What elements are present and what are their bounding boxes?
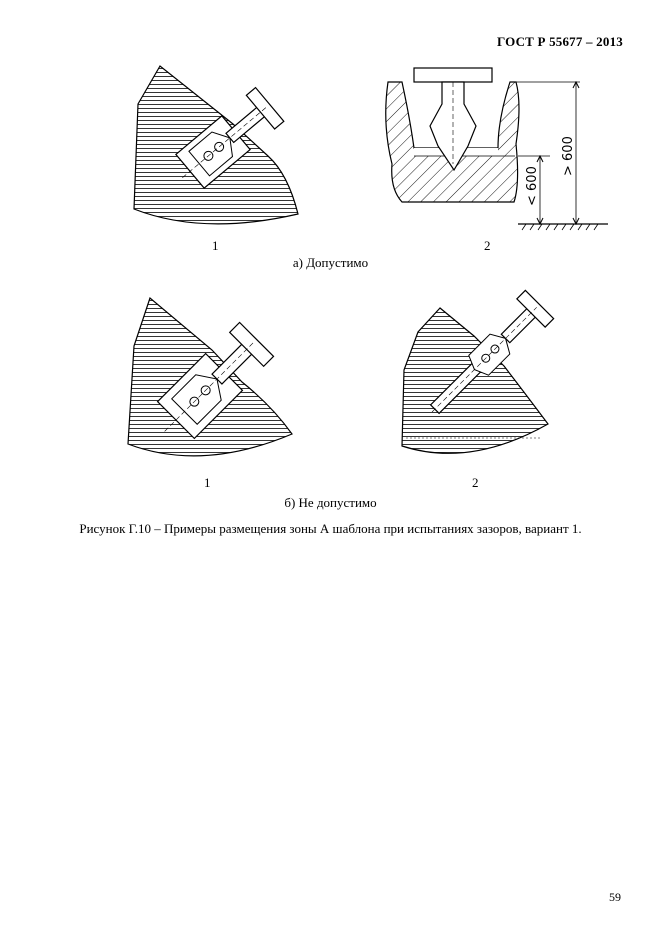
figure-a2-drawing <box>380 64 610 236</box>
document-header: ГОСТ Р 55677 – 2013 <box>496 34 623 49</box>
figure-b2-drawing <box>400 296 560 471</box>
page-number: 59 <box>609 890 621 904</box>
figure-b1-label: 1 <box>204 475 211 490</box>
figure-a2-label: 2 <box>484 238 491 253</box>
dim-upper-label: > 600 <box>561 136 576 176</box>
figure-a1-label: 1 <box>212 238 219 253</box>
figure-a1-drawing <box>128 64 308 234</box>
figure-b-caption: б) Не допустимо <box>284 495 377 510</box>
figure-caption: Рисунок Г.10 – Примеры размещения зоны А шаблона при испытаниях зазоров, вариант 1. <box>79 521 582 536</box>
dim-lower-label: < 600 <box>525 166 540 206</box>
figure-b1-drawing <box>122 296 302 474</box>
figure-b2-label: 2 <box>472 475 479 490</box>
figure-a-caption: а) Допустимо <box>292 255 369 270</box>
